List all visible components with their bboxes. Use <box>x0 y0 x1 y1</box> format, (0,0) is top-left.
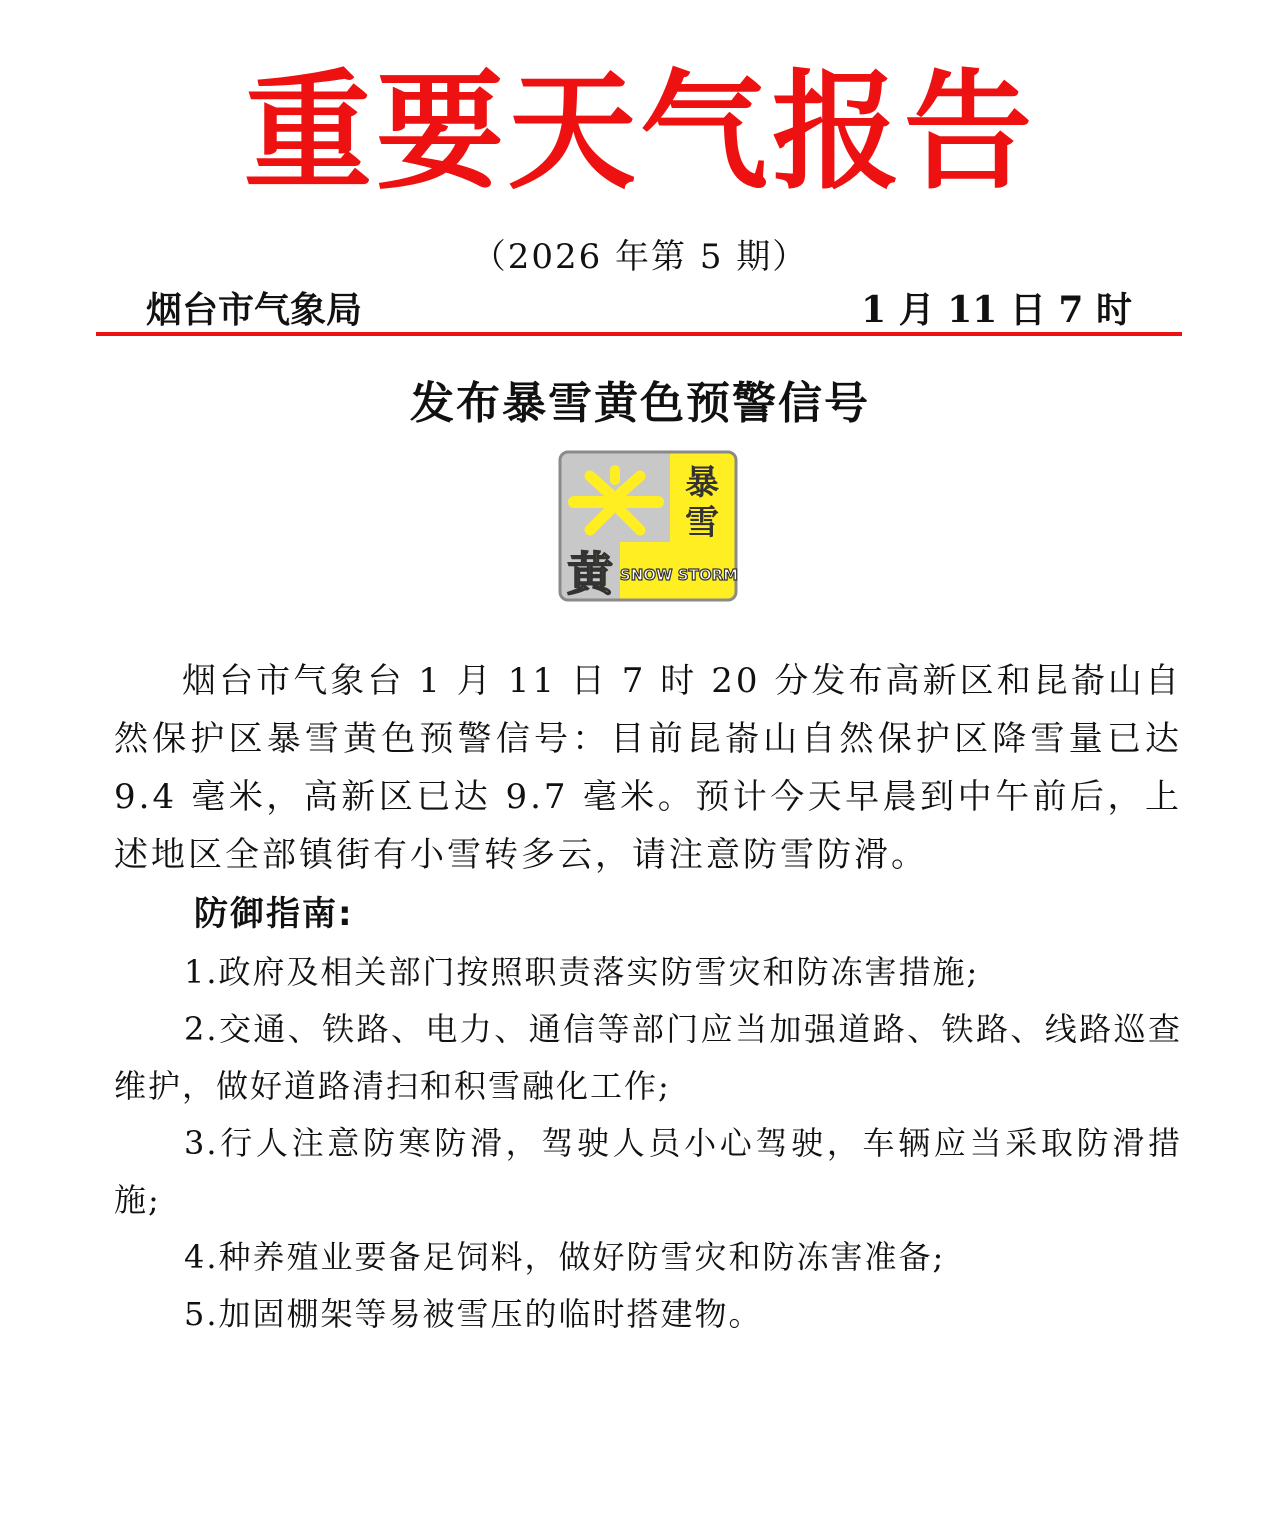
issuer-name: 烟台市气象局 <box>146 289 363 331</box>
signal-label-xue: 雪 <box>685 503 719 543</box>
guide-item: 2.交通、铁路、电力、通信等部门应当加强道路、铁路、线路巡查维护，做好道路清扫和积雪融化工作; <box>114 1010 1182 1105</box>
guide-item: 1.政府及相关部门按照职责落实防雪灾和防冻害措施; <box>184 953 980 991</box>
issue-time: 1 月 11 日 7 时 <box>861 289 1132 331</box>
signal-svg <box>558 450 738 602</box>
guide-item: 5.加固棚架等易被雪压的临时搭建物。 <box>184 1295 763 1333</box>
guide-item: 4.种养殖业要备足饲料，做好防雪灾和防冻害准备; <box>184 1238 946 1276</box>
defense-guide-title: 防御指南: <box>194 894 354 934</box>
red-divider <box>96 332 1182 336</box>
report-masthead: 重要天气报告 <box>243 57 1036 207</box>
snowstorm-yellow-signal-icon <box>558 450 738 602</box>
guide-item: 3.行人注意防寒防滑，驾驶人员小心驾驶，车辆应当采取防滑措施; <box>114 1124 1182 1219</box>
signal-label-bao: 暴 <box>685 463 719 503</box>
defense-guide-list <box>114 944 1182 1343</box>
warning-headline: 发布暴雪黄色预警信号 <box>410 378 870 429</box>
signal-label-level: 黄 <box>567 547 613 601</box>
warning-body-paragraph: 烟台市气象台 1 月 11 日 7 时 20 分发布高新区和昆嵛山自然保护区暴雪黄色预警信号：目前昆嵛山自然保护区降雪量已达 9.4 毫米，高新区已达 9.7 毫米。预计今天早晨到中午前后，上述地区全部镇街有小雪转多云，请注意防雪防滑。 <box>114 661 1182 875</box>
signal-label-english: SNOW STORM <box>619 566 738 584</box>
issue-number: （2026 年第 5 期） <box>471 237 809 277</box>
